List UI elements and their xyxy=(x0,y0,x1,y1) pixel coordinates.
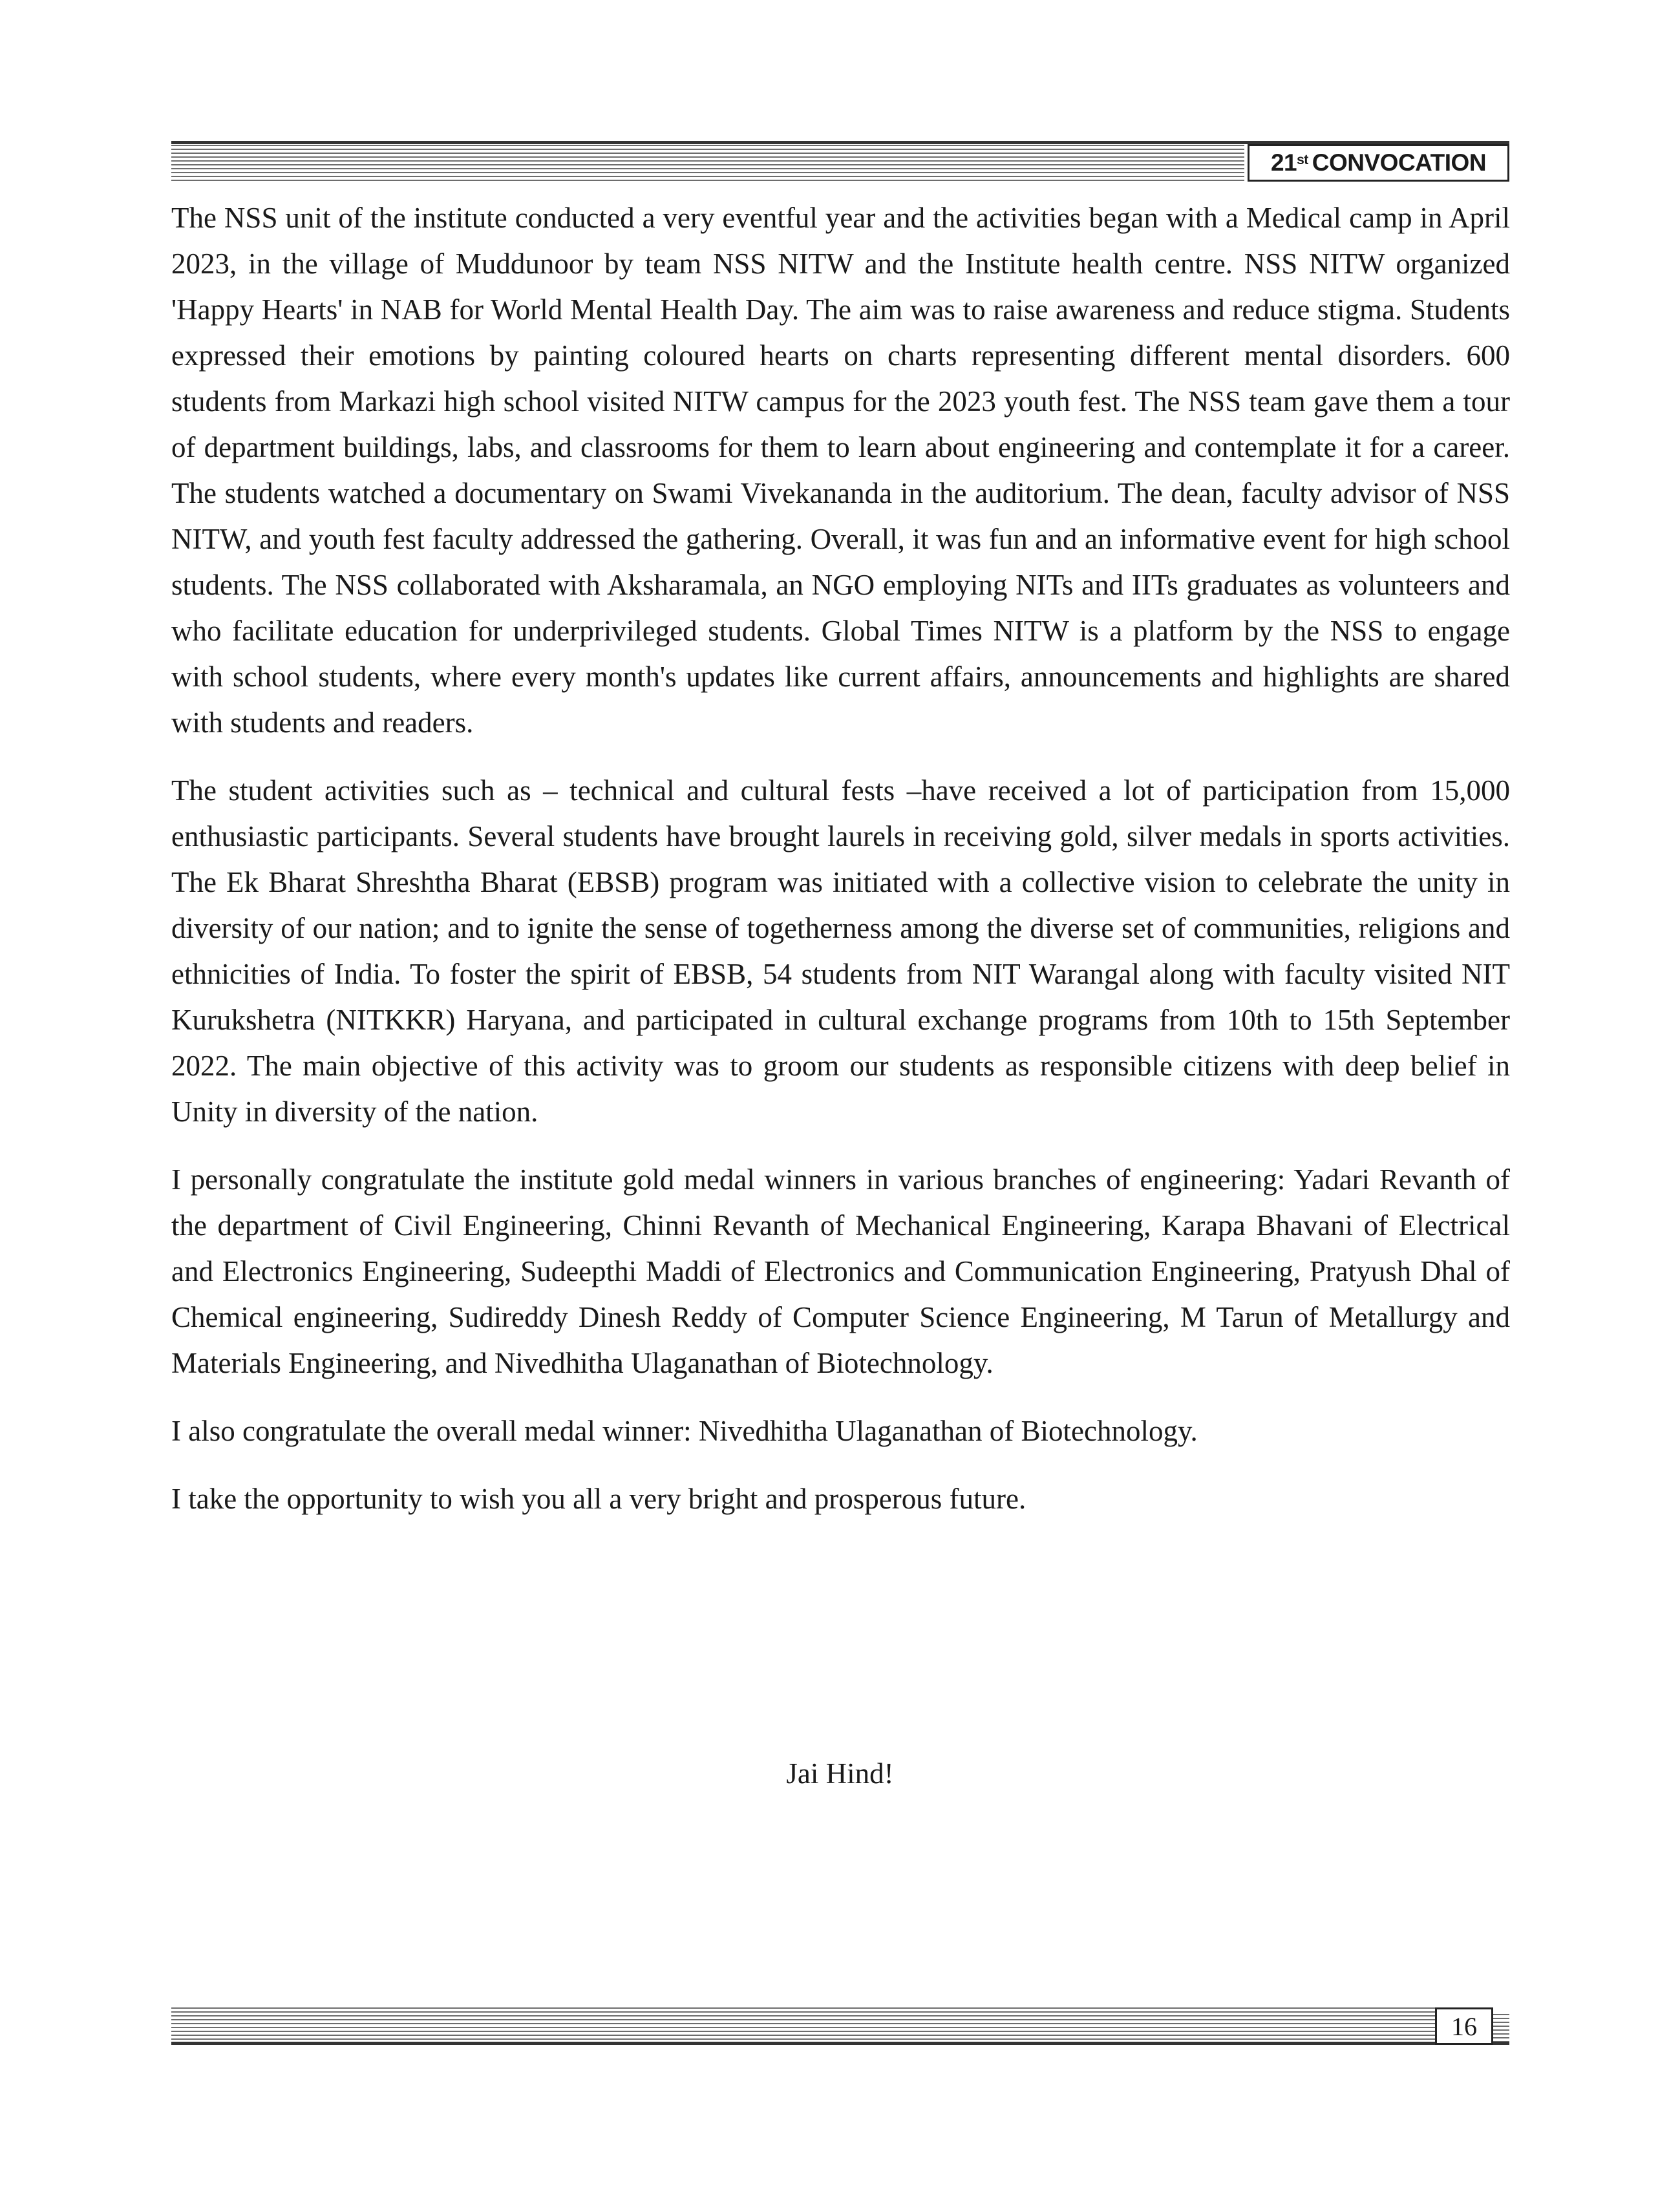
page-number: 16 xyxy=(1435,2007,1493,2045)
convocation-tag xyxy=(1248,144,1509,182)
convocation-number: 21 xyxy=(1270,149,1297,176)
page-body xyxy=(171,195,1510,1522)
closing-line: Jai Hind! xyxy=(786,1757,894,1790)
convocation-label: CONVOCATION xyxy=(1312,149,1487,176)
footer-rule-lines xyxy=(171,2007,1435,2045)
footer-bottom-rule xyxy=(171,2042,1509,2045)
paragraph-student-activities: The student activities such as – technical and cultural fests –have received a lot of participation from 15,000 enthusiastic participants. Several students have brought laurels in receiving gold, silver medals in sports activities. The Ek Bharat Shreshtha Bharat (EBSB) program was initiated with a collective vision to celebrate the unity in diversity of our nation; and to ignite the sense of togetherness among the diverse set of communities, religions and ethnicities of India. To foster the spirit of EBSB, 54 students from NIT Warangal along with faculty visited NIT Kurukshetra (NITKKR) Haryana, and participated in cultural exchange programs from 10th to 15th September 2022. The main objective of this activity was to groom our students as responsible citizens with deep belief in Unity in diversity of the nation. xyxy=(171,774,1510,1128)
paragraph-nss-activities: The NSS unit of the institute conducted a very eventful year and the activities began with a Medical camp in April 2023, in the village of Muddunoor by team NSS NITW and the Institute health centre. NSS NITW organized 'Happy Hearts' in NAB for World Mental Health Day. The aim was to raise awareness and reduce stigma. Students expressed their emotions by painting coloured hearts on charts representing different mental disorders. 600 students from Markazi high school visited NITW campus for the 2023 youth fest. The NSS team gave them a tour of department buildings, labs, and classrooms for them to learn about engineering and contemplate it for a career. The students watched a documentary on Swami Vivekananda in the auditorium. The dean, faculty advisor of NSS NITW, and youth fest faculty addressed the gathering. Overall, it was fun and an informative event for high school students. The NSS collaborated with Aksharamala, an NGO employing NITs and IITs graduates as volunteers and who facilitate education for underprivileged students. Global Times NITW is a platform by the NSS to engage with school students, where every month's updates like current affairs, announcements and highlights are shared with students and readers. xyxy=(171,202,1510,739)
paragraph-wishes: I take the opportunity to wish you all a very bright and prosperous future. xyxy=(171,1483,1026,1515)
header-rule-lines xyxy=(171,141,1244,181)
page-header xyxy=(171,141,1509,181)
convocation-suffix: st xyxy=(1297,153,1308,167)
page-footer xyxy=(171,2007,1509,2045)
paragraph-gold-medal-winners: I personally congratulate the institute gold medal winners in various branches of engineering: Yadari Revanth of the department of Civil Engineering, Chinni Revanth of Mechanical Engineering, Karapa Bhavani of Electrical and Electronics Engineering, Sudeepthi Maddi of Electronics and Communication Engineering, Pratyush Dhal of Chemical engineering, Sudireddy Dinesh Reddy of Computer Science Engineering, M Tarun of Metallurgy and Materials Engineering, and Nivedhitha Ulaganathan of Biotechnology. xyxy=(171,1163,1510,1379)
paragraph-overall-medal: I also congratulate the overall medal winner: Nivedhitha Ulaganathan of Biotechnology. xyxy=(171,1415,1198,1447)
footer-rule-lines-right xyxy=(1493,2014,1509,2045)
